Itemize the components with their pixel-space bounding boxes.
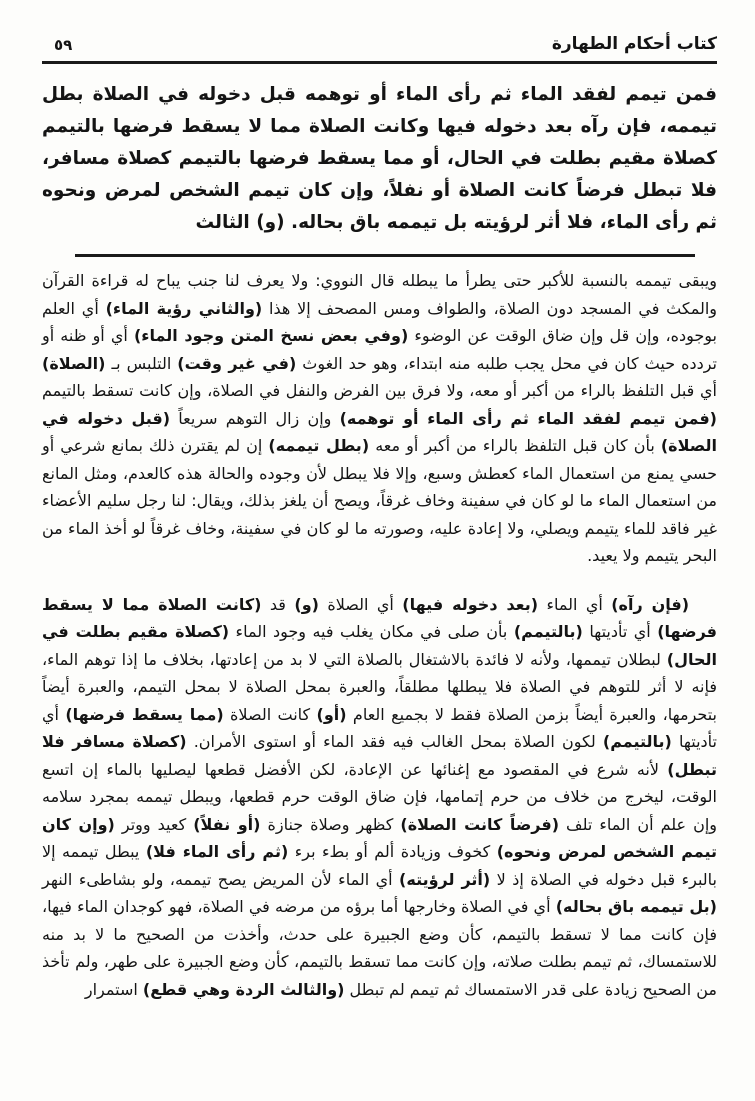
- commentary-run: لكون الصلاة بمحل الغالب فيه فقد الماء أو استوى الأمران.: [186, 732, 603, 751]
- commentary-run: لبطلان تيممها، ولأنه لا فائدة بالاشتغال بالصلاة التي لا بد من إعادتها، بخلاف ما إذا توهم الماء، فإنه لا أثر للتوهم في الصلاة فلا يبطلها مطلقاً، والعبرة بمحل الصلاة لا بمحل التيمم، والعبرة أيضاً بتحرمها، والعبرة أيضاً بزمن الصلاة فقط لا بجميع العام: [42, 649, 718, 724]
- commentary-run: أي قبل التلفظ بالراء من أكبر أو معه، ولا فرق بين الفرض والنفل في الصلاة، وإن كانت تسقط بالتيمم: [42, 381, 717, 400]
- matn-quote-run: (و): [294, 594, 319, 614]
- commentary-run: وإن زال التوهم سريعاً: [170, 408, 340, 428]
- commentary-run: يبطل تيممه إلا بالبرء قبل دخوله في الصلاة إذ لا: [42, 842, 717, 889]
- matn-quote-run: (في غير وقت): [177, 353, 297, 373]
- commentary-run: ويبقى تيممه بالنسبة للأكبر حتى يطرأ ما يبطله قال النووي: ولا يعرف لنا جنب يباح له قراءة القرآن والمكث في المسجد دون الصلاة، والطواف ومس المصحف إلا هذا: [42, 271, 718, 318]
- page-number: ٥٩: [54, 36, 73, 54]
- matn-quote-run: (فمن تيمم لفقد الماء ثم رأى الماء أو توهمه): [339, 408, 717, 428]
- matn-quote-run: (بالتيمم): [513, 622, 583, 641]
- header-rule: [42, 61, 717, 64]
- commentary-run: أي الصلاة: [318, 594, 403, 614]
- commentary-run: إن لم يقترن ذلك بمانع شرعي أو حسي يمنع من استعمال الماء كعطش وسبع، وإلا فلا يبطل لأن وجوده والحالة هذه كالعدم، ومثل المانع من استعمال الماء ما لو كان في سفينة وخاف غرقاً، ويصح أن يلغز بذلك، ويقال: لنا رجل سليم الأعضاء غير فاقد للماء يتيمم ويصلي، ولا إعادة عليه، وصورته ما لو كان في سفينة، وخاف غرقاً لو أخذ الماء من البحر يتيمم ولا يعيد.: [42, 436, 717, 565]
- matn-quote-run: (وإن كان تيمم الشخص لمرض ونحوه): [42, 814, 718, 861]
- commentary-run: قد: [261, 594, 295, 614]
- commentary-run: أي الماء لأن المريض يصح تيممه، ولو بشاطىء النهر: [42, 869, 400, 889]
- matn-quote-run: (بطل تيممه): [268, 436, 370, 455]
- commentary-run: بأن كان قبل التلفظ بالراء من أكبر أو معه: [369, 436, 661, 455]
- book-title: كتاب أحكام الطهارة: [551, 34, 717, 54]
- matn-quote-run: (فرضاً كانت الصلاة): [400, 814, 560, 834]
- matn-quote-run: (كانت الصلاة مما لا يسقط فرضها): [42, 594, 717, 641]
- commentary-section: [42, 267, 717, 1003]
- commentary-run: أي في الصلاة وخارجها أما برؤه من مرضه في الصلاة، فهو كوجدان الماء فيها، فإن كانت مما لا تسقط بالتيمم، كأن وضع الجبيرة على حدث، وأخذت من الصحيح ما لا بد منه للاستمساك، ثم تيمم بطلت صلاته، وإن كانت مما تسقط بالتيمم، كأن وضع الجبيرة على طهر، ولم تأخذ من الصحيح زيادة على قدر الاستمساك ثم تيمم لم تبطل: [42, 897, 717, 999]
- matn-quote-run: (بل تيممه باق بحاله): [555, 897, 717, 916]
- commentary-run: أي تأديتها: [582, 622, 658, 641]
- matn-text: فمن تيمم لفقد الماء ثم رأى الماء أو توهمه قبل دخوله في الصلاة بطل تيممه، فإن رآه بعد دخوله فيها وكانت الصلاة مما لا يسقط فرضها بالتيمم كصلاة مقيم بطلت في الحال، أو مما يسقط فرضها بالتيمم كصلاة مسافر، فلا تبطل فرضاً كانت الصلاة أو نفلاً، وإن كان تيمم الشخص لمرض ونحوه ثم رأى الماء، فلا أثر لرؤيته بل تيممه باق بحاله. (و) الثالث: [42, 84, 717, 233]
- commentary-paragraph-1: [42, 267, 717, 570]
- commentary-run: كانت الصلاة: [223, 704, 317, 724]
- commentary-run: كعيد ووتر: [114, 814, 194, 834]
- commentary-run: أي العلم بوجوده، وإن قل وإن ضاق الوقت عن الوضوء: [42, 298, 717, 345]
- matn-quote-run: (والثاني رؤية الماء): [105, 298, 263, 318]
- matn-quote-run: (والثالث الردة وهي قطع): [142, 979, 345, 999]
- commentary-paragraph-2: [42, 591, 717, 1004]
- commentary-run: كخوف وزيادة ألم أو بطء برء: [288, 842, 497, 861]
- commentary-run: استمرار: [84, 979, 143, 999]
- matn-quote-run: (بالتيمم): [602, 732, 672, 751]
- commentary-run: كظهر وصلاة جنازة: [260, 814, 401, 834]
- matn-quote-run: (الصلاة): [42, 353, 106, 373]
- page-header: [42, 34, 717, 54]
- commentary-run: التلبس بـ: [105, 353, 178, 373]
- matn-quote-run: (وفي بعض نسخ المتن وجود الماء): [133, 326, 409, 345]
- matn-quote-run: (ثم رأى الماء فلا): [145, 842, 289, 861]
- matn-quote-run: (بعد دخوله فيها): [402, 594, 539, 614]
- matn-quote-run: (فإن رآه): [611, 594, 690, 614]
- matn-quote-run: (مما يسقط فرضها): [65, 704, 224, 724]
- commentary-run: لأنه شرع في المقصود مع إغنائها عن الإعادة، لكن الأفضل قطعها ليصليها بالماء إن اتسع الوقت، ليخرج من خلاف من حرم إتمامها، فإن ضاق الوقت حرم قطعها، ويبطل تيممه بمجرد سلامه وإن علم أن الماء تلف: [42, 759, 718, 834]
- matn-quote-run: (أو نفلاً): [193, 814, 261, 834]
- matn-quote-run: (أو): [316, 704, 347, 724]
- commentary-run: أي تأديتها: [42, 704, 718, 751]
- matn-commentary-divider: [75, 254, 695, 257]
- matn-quote-run: (كصلاة مقيم بطلت في الحال): [42, 622, 717, 669]
- commentary-run: أي الماء: [538, 594, 612, 614]
- commentary-run: أي أو ظنه أو تردده حيث كان في محل يجب طلبه منه ابتداء، وهو حد الغوث: [42, 326, 717, 373]
- matn-quote-run: (أثر لرؤيته): [399, 869, 491, 889]
- matn-quote-run: (كصلاة مسافر فلا تبطل): [42, 732, 717, 779]
- matn-quote-run: (قبل دخوله في الصلاة): [42, 408, 718, 455]
- commentary-run: بأن صلى في مكان يغلب فيه وجود الماء: [229, 622, 514, 641]
